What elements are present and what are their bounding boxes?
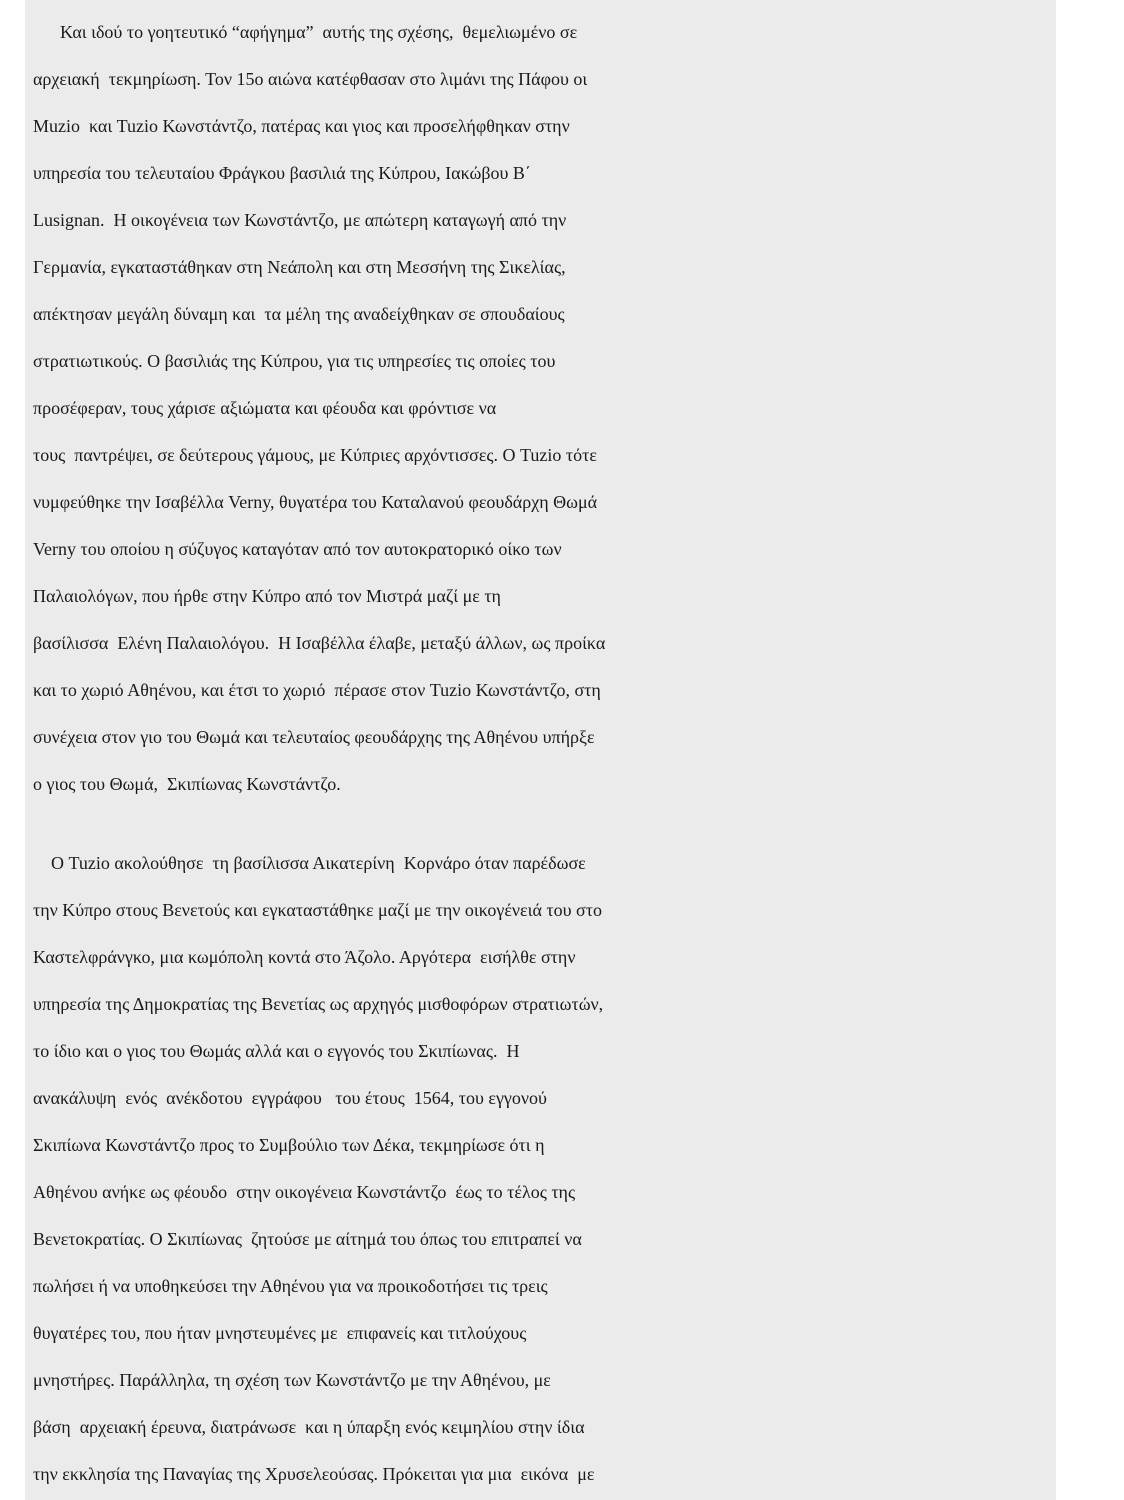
text-line: υπηρεσία της Δημοκρατίας της Βενετίας ως αρχηγός μισθοφόρων στρατιωτών, (33, 994, 604, 1014)
text-line: Lusignan. Η οικογένεια των Κωνστάντζο, με απώτερη καταγωγή από την (33, 210, 567, 230)
text-line: πωλήσει ή να υποθηκεύσει την Αθηένου για να προικοδοτήσει τις τρεις (33, 1276, 548, 1296)
text-line: Βενετοκρατίας. Ο Σκιπίωνας ζητούσε με αίτημά του όπως του επιτραπεί να (33, 1229, 582, 1249)
text-line: απέκτησαν μεγάλη δύναμη και τα μέλη της αναδείχθηκαν σε σπουδαίους (33, 304, 565, 324)
text-line: μνηστήρες. Παράλληλα, τη σχέση των Κωνστάντζο με την Αθηένου, με (33, 1370, 551, 1390)
text-line: Γερμανία, εγκαταστάθηκαν στη Νεάπολη και στη Μεσσήνη της Σικελίας, (33, 257, 566, 277)
text-line: προσέφεραν, τους χάρισε αξιώματα και φέουδα και φρόντισε να (33, 398, 497, 418)
text-line: το ίδιο και ο γιος του Θωμάς αλλά και ο εγγονός του Σκιπίωνας. Η (33, 1041, 520, 1061)
text-line: την εκκλησία της Παναγίας της Χρυσελεούσας. Πρόκειται για μια εικόνα με (33, 1464, 595, 1484)
text-line: και το χωριό Αθηένου, και έτσι το χωριό πέρασε στον Tuzio Κωνστάντζο, στη (33, 680, 601, 700)
text-line: ο γιος του Θωμά, Σκιπίωνας Κωνστάντζο. (33, 774, 341, 794)
text-line: θυγατέρες του, που ήταν μνηστευμένες με επιφανείς και τιτλούχους (33, 1323, 527, 1343)
text-line: συνέχεια στον γιο του Θωμά και τελευταίος φεουδάρχης της Αθηένου υπήρξε (33, 727, 595, 747)
text-line: Verny του οποίου η σύζυγος καταγόταν από τον αυτοκρατορικό οίκο των (33, 539, 562, 559)
text-line: Παλαιολόγων, που ήρθε στην Κύπρο από τον Μιστρά μαζί με τη (33, 586, 501, 606)
text-line: βασίλισσα Ελένη Παλαιολόγου. Η Ισαβέλλα έλαβε, μεταξύ άλλων, ως προίκα (33, 633, 606, 653)
text-line: Muzio και Tuzio Κωνστάντζο, πατέρας και γιος και προσελήφθηκαν στην (33, 116, 570, 136)
text-line: Σκιπίωνα Κωνστάντζο προς το Συμβούλιο των Δέκα, τεκμηρίωσε ότι η (33, 1135, 545, 1155)
text-line: αρχειακή τεκμηρίωση. Τον 15ο αιώνα κατέφθασαν στο λιμάνι της Πάφου οι (33, 69, 588, 89)
text-line: βάση αρχειακή έρευνα, διατράνωσε και η ύπαρξη ενός κειμηλίου στην ίδια (33, 1417, 585, 1437)
text-line: Καστελφράνγκο, μια κωμόπολη κοντά στο Άζολο. Αργότερα εισήλθε στην (33, 947, 576, 967)
text-line: την Κύπρο στους Βενετούς και εγκαταστάθηκε μαζί με την οικογένειά του στο (33, 900, 602, 920)
paragraph-2 (33, 840, 1063, 1498)
text-line: στρατιωτικούς. Ο βασιλιάς της Κύπρου, για τις υπηρεσίες τις οποίες του (33, 351, 556, 371)
text-line: Ο Tuzio ακολούθησε τη βασίλισσα Αικατερίνη Κορνάρο όταν παρέδωσε (33, 853, 586, 873)
text-line: Αθηένου ανήκε ως φέουδο στην οικογένεια Κωνστάντζο έως το τέλος της (33, 1182, 576, 1202)
text-line: τους παντρέψει, σε δεύτερους γάμους, με Κύπριες αρχόντισσες. Ο Tuzio τότε (33, 445, 597, 465)
text-line: νυμφεύθηκε την Ισαβέλλα Verny, θυγατέρα του Καταλανού φεουδάρχη Θωμά (33, 492, 598, 512)
paragraph-1 (33, 9, 1063, 808)
text-line: υπηρεσία του τελευταίου Φράγκου βασιλιά της Κύπρου, Ιακώβου Β΄ (33, 163, 531, 183)
text-line: Και ιδού το γοητευτικό “αφήγημα” αυτής της σχέσης, θεμελιωμένο σε (33, 22, 578, 42)
text-line: ανακάλυψη ενός ανέκδοτου εγγράφου του έτους 1564, του εγγονού (33, 1088, 547, 1108)
